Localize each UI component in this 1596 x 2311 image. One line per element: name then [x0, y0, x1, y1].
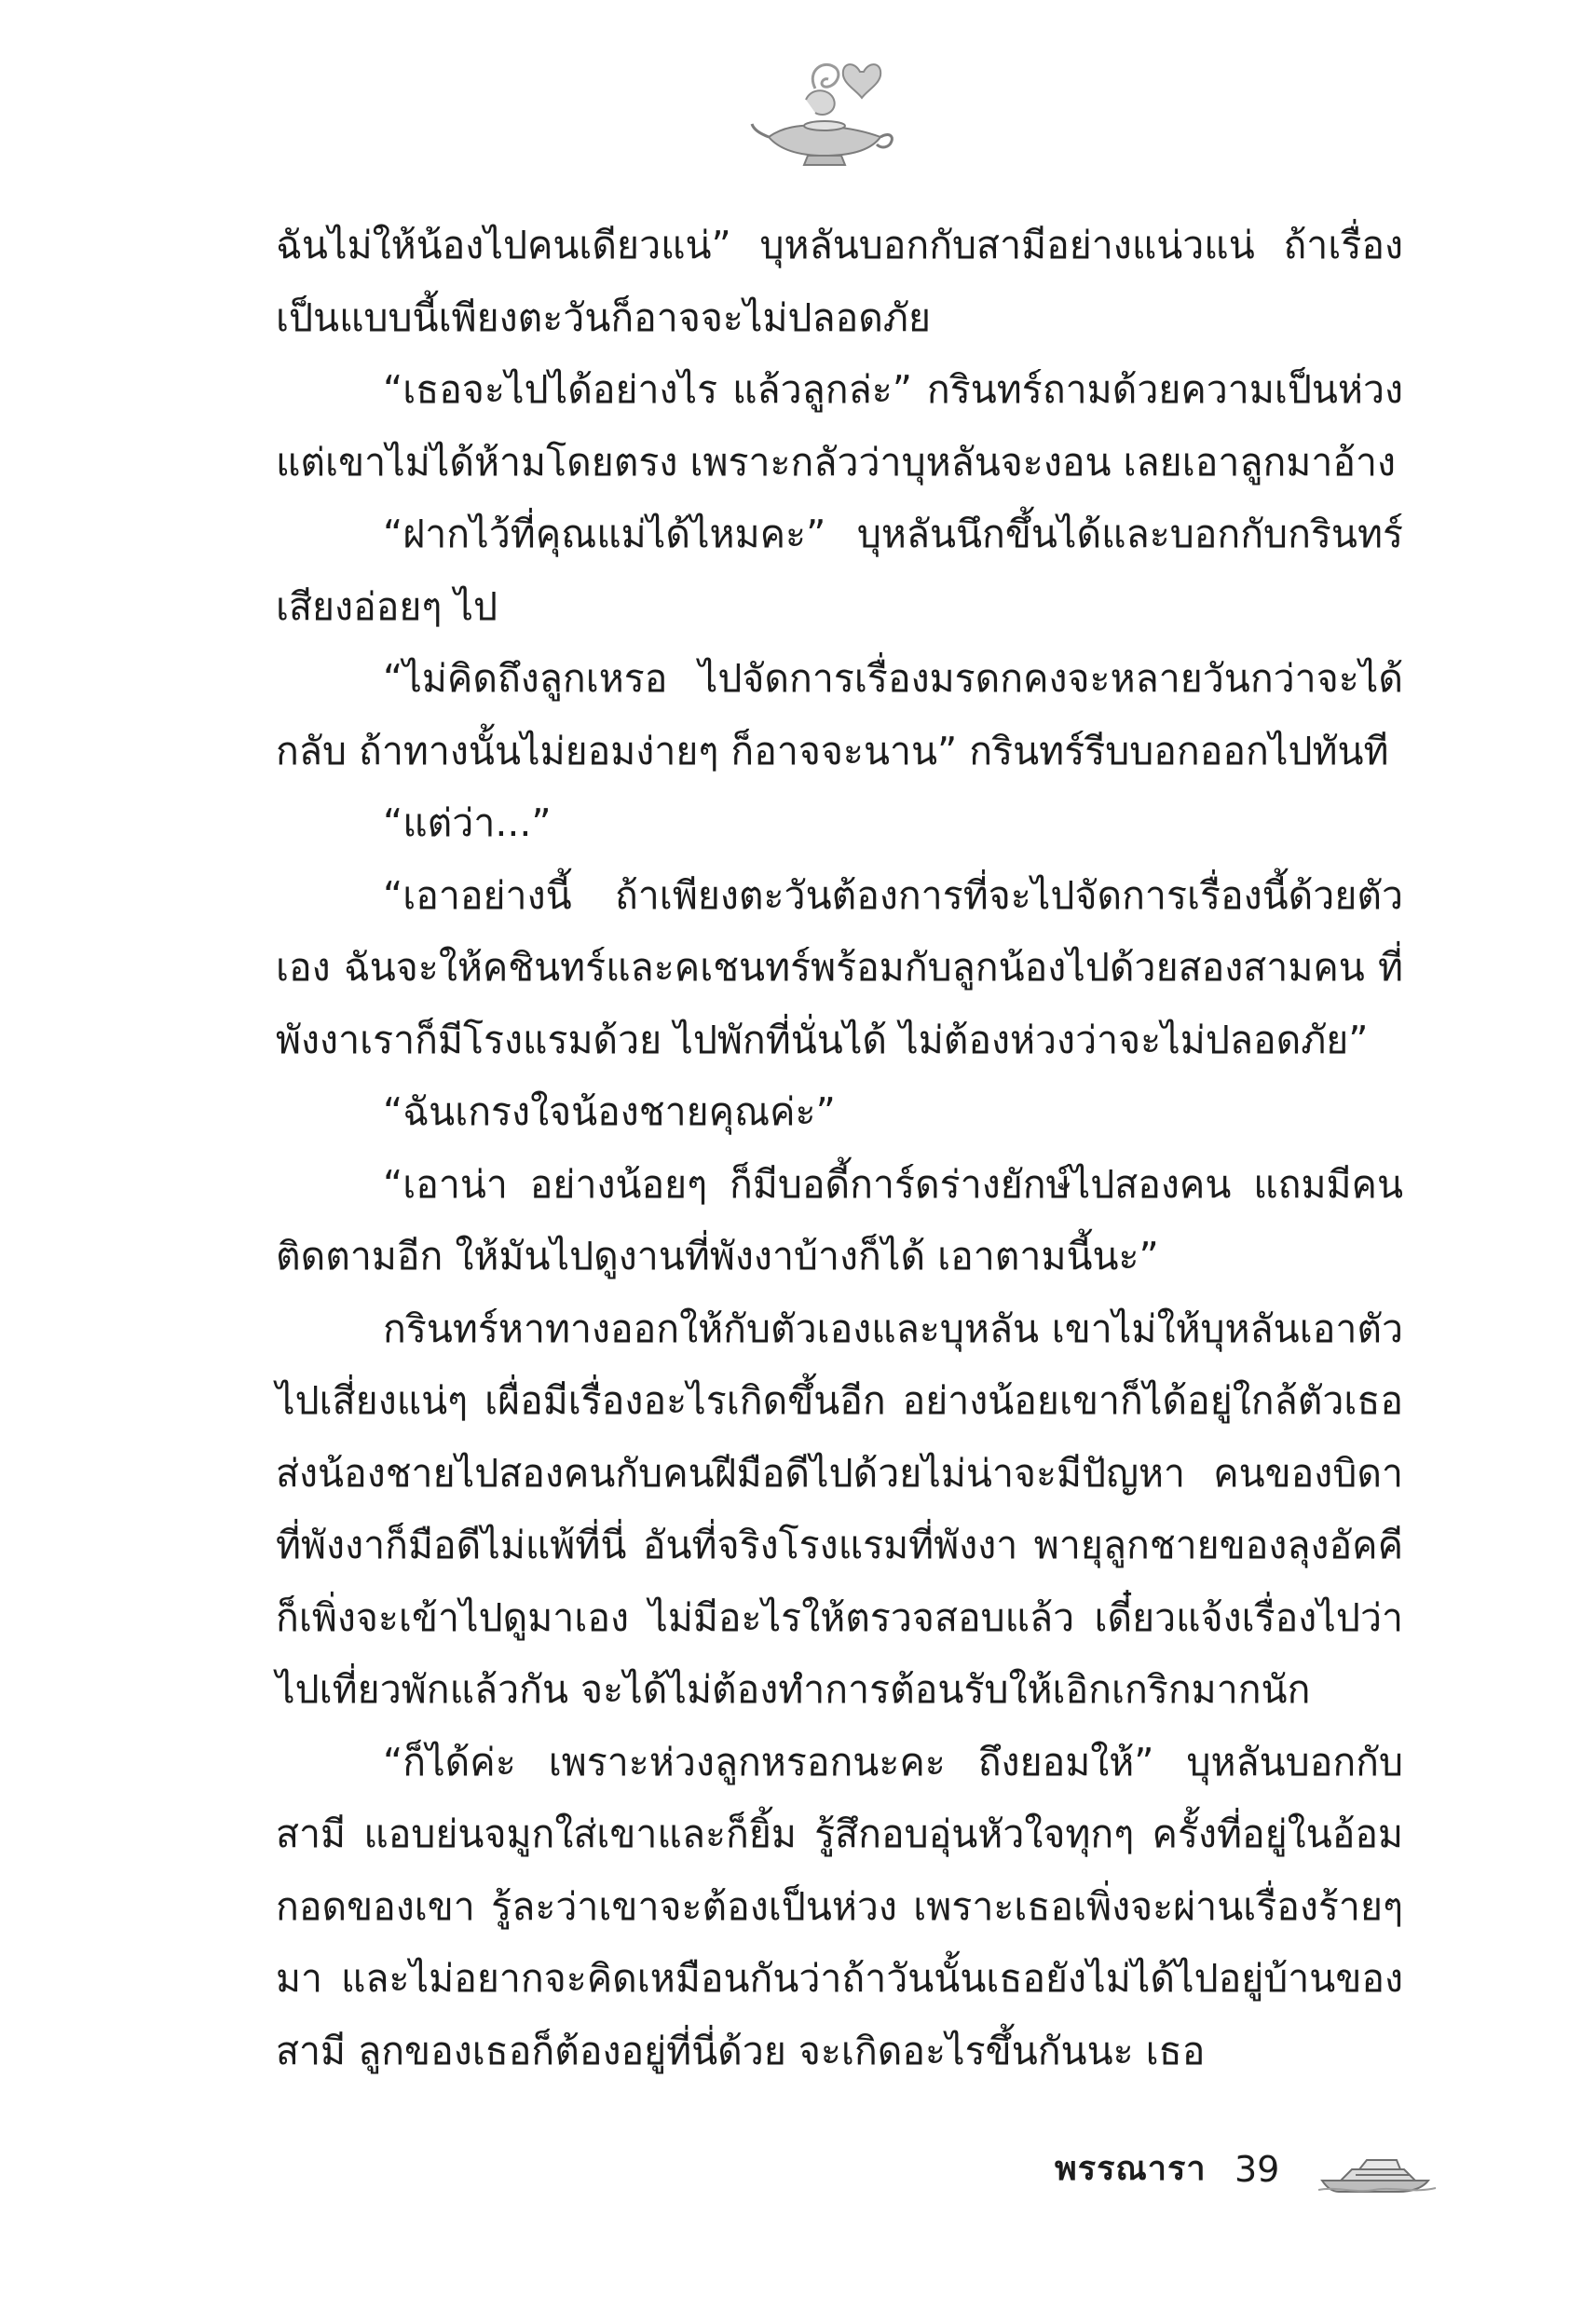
paragraph: กรินทร์หาทางออกให้กับตัวเองและบุหลัน เขาไม่ให้บุหลันเอาตัวไปเสี่ยงแน่ๆ เผื่อมีเรื่องอะไรเกิดขึ้นอีก อย่างน้อยเขาก็ได้อยู่ใกล้ตัวเธอส่งน้องชายไปสองคนกับคนฝีมือดีไปด้วยไม่น่าจะมีปัญหา คนของบิดาที่พังงาก็มือดีไม่แพ้ที่นี่ อันที่จริงโรงแรมที่พังงา พายุลูกชายของลุงอัคคีก็เพิ่งจะเข้าไปดูมาเอง ไม่มีอะไรให้ตรวจสอบแล้ว เดี๋ยวแจ้งเรื่องไปว่าไปเที่ยวพักแล้วกัน จะได้ไม่ต้องทำการต้อนรับให้เอิกเกริกมากนัก [276, 1306, 1403, 1712]
page-footer [0, 2141, 1596, 2197]
page-number: 39 [1235, 2149, 1280, 2190]
genie-lamp-icon [750, 51, 899, 172]
chapter-body-text [276, 210, 1403, 2087]
paragraph: “ฉันเกรงใจน้องชายคุณค่ะ” [383, 1089, 836, 1134]
yacht-icon [1318, 2153, 1439, 2194]
paragraph: ฉันไม่ให้น้องไปคนเดียวแน่” บุหลันบอกกับสามีอย่างแน่วแน่ ถ้าเรื่องเป็นแบบนี้เพียงตะวันก็อาจจะไม่ปลอดภัย [276, 223, 1403, 340]
paragraph: “ก็ได้ค่ะ เพราะห่วงลูกหรอกนะคะ ถึงยอมให้” บุหลันบอกกับสามี แอบย่นจมูกใส่เขาและก็ยิ้ม รู้สึกอบอุ่นหัวใจทุกๆ ครั้งที่อยู่ในอ้อมกอดของเขา รู้ละว่าเขาจะต้องเป็นห่วง เพราะเธอเพิ่งจะผ่านเรื่องร้ายๆ มา และไม่อยากจะคิดเหมือนกันว่าถ้าวันนั้นเธอยังไม่ได้ไปอยู่บ้านของสามี ลูกของเธอก็ต้องอยู่ที่นี่ด้วย จะเกิดอะไรขึ้นกันนะ เธอ [276, 1739, 1403, 2073]
paragraph: “ไม่คิดถึงลูกเหรอ ไปจัดการเรื่องมรดกคงจะหลายวันกว่าจะได้กลับ ถ้าทางนั้นไม่ยอมง่ายๆ ก็อาจจะนาน” กรินทร์รีบบอกออกไปทันที [276, 656, 1403, 773]
book-title: พรรณารา [1055, 2150, 1207, 2188]
paragraph: “เธอจะไปได้อย่างไร แล้วลูกล่ะ” กรินทร์ถามด้วยความเป็นห่วง แต่เขาไม่ได้ห้ามโดยตรง เพราะกลัวว่าบุหลันจะงอน เลยเอาลูกมาอ้าง [276, 367, 1403, 485]
paragraph: “แต่ว่า...” [383, 800, 552, 845]
paragraph: “เอาน่า อย่างน้อยๆ ก็มีบอดี้การ์ดร่างยักษ์ไปสองคน แถมมีคนติดตามอีก ให้มันไปดูงานที่พังงาบ้างก็ได้ เอาตามนี้นะ” [276, 1161, 1403, 1279]
paragraph: “ฝากไว้ที่คุณแม่ได้ไหมคะ” บุหลันนึกขึ้นได้และบอกกับกรินทร์เสียงอ่อยๆ ไป [276, 512, 1403, 629]
paragraph: “เอาอย่างนี้ ถ้าเพียงตะวันต้องการที่จะไปจัดการเรื่องนี้ด้วยตัวเอง ฉันจะให้คชินทร์และคเชนทร์พร้อมกับลูกน้องไปด้วยสองสามคน ที่พังงาเราก็มีโรงแรมด้วย ไปพักที่นั่นได้ ไม่ต้องห่วงว่าจะไม่ปลอดภัย” [276, 872, 1403, 1062]
